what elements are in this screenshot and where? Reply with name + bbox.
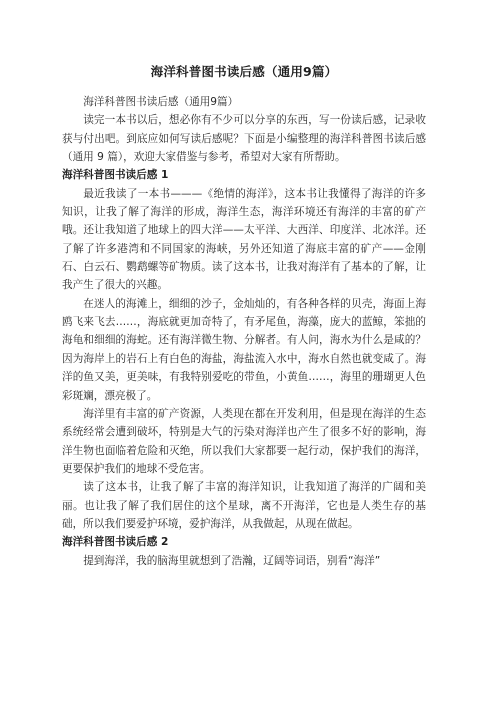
section-heading-1: 海洋科普图书读后感 1 <box>62 169 169 182</box>
document-subtitle: 海洋科普图书读后感（通用9篇） <box>83 96 239 108</box>
document-title: 海洋科普图书读后感（通用9篇） <box>150 64 338 79</box>
section-heading-2: 海洋科普图书读后感 2 <box>62 536 169 549</box>
intro-paragraph: 读完一本书以后，想必你有不少可以分享的东西，写一份读后感，记录收获与付出吧。到底应如何写读后感呢？下面是小编整理的海洋科普图书读后感（通用 9 篇），欢迎大家借鉴与参考，希望对大家有所帮助。 <box>62 114 426 164</box>
section1-paragraph: 最近我读了一本书———《绝情的海洋》，这本书让我懂得了海洋的许多知识，让我了解了海洋的形成，海洋生态，海洋环境还有海洋的丰富的矿产哦。还让我知道了地球上的四大洋——太平洋、大西洋、印度洋、北冰洋。还了解了许多港湾和不同国家的海峡，另外还知道了海底丰富的矿产——金刚石、白云石、鹦鹉螺等矿物质。读了这本书，让我对海洋有了基本的了解，让我产生了很大的兴趣。 <box>62 187 426 292</box>
section2-paragraph: 提到海洋，我的脑海里就想到了浩瀚，辽阔等词语，别看“海洋” <box>83 554 381 567</box>
section1-paragraph: 读了这本书，让我了解了丰富的海洋知识，让我知道了海洋的广阔和美丽。也让我了解了我们居住的这个星球，离不开海洋，它也是人类生存的基础，所以我们要爱护环境，爱护海洋，从我做起，从现在做起。 <box>62 481 426 530</box>
section1-paragraph: 海洋里有丰富的矿产资源，人类现在都在开发利用，但是现在海洋的生态系统经常会遭到破坏，特别是大气的污染对海洋也产生了很多不好的影响，海洋生物也面临着危险和灭绝，所以我们大家都要一起行动，保护我们的海洋，更要保护我们的地球不受危害。 <box>62 407 426 475</box>
section1-paragraph: 在迷人的海滩上，细细的沙子，金灿灿的，有各种各样的贝壳，海面上海鸥飞来飞去……，海底就更加奇特了，有矛尾鱼，海藻，庞大的蓝鲸，笨拙的海龟和细细的海蛇。还有海洋微生物、分解者。有人问，海水为什么是咸的？因为海岸上的岩石上有白色的海盐，海盐流入水中，海水自然也就变咸了。海洋的鱼又美，更美味，有我特别爱吃的带鱼，小黄鱼……，海里的珊瑚更人色彩斑斓，漂亮极了。 <box>62 297 426 402</box>
